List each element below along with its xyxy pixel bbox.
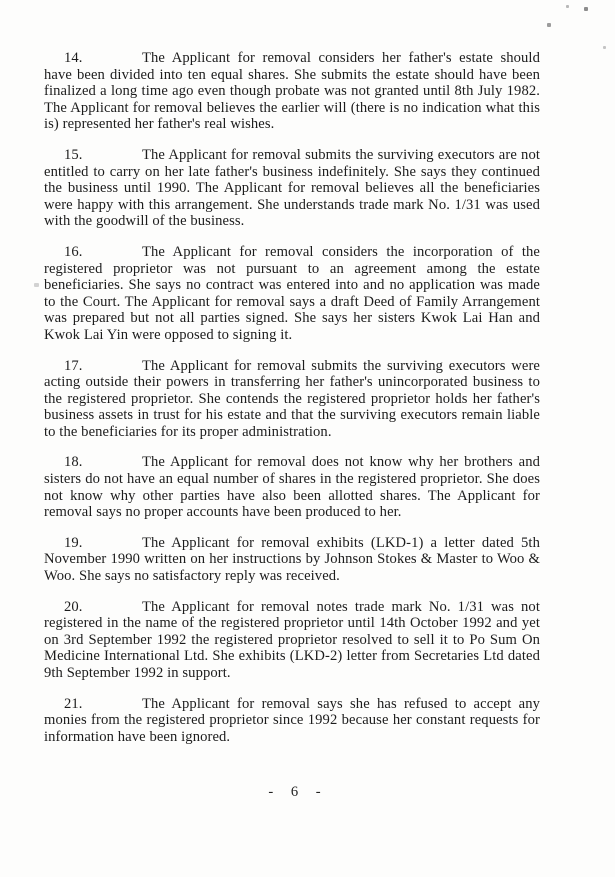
- paragraph-text: The Applicant for removal exhibits (LKD-1) a letter dated 5th November 1990 written on her instructions by Johnson Stokes & Master to Woo & Woo. She says no satisfactory reply was received.: [44, 534, 540, 585]
- paragraph-text: The Applicant for removal notes trade mark No. 1/31 was not registered in the name of the registered proprietor until 14th October 1992 and yet on 3rd September 1992 the registered proprietor resolved to sell it to Po Sum On Medicine International Ltd. She exhibits (LKD-2) letter from Secretaries Ltd dated 9th September 1992 in support.: [44, 598, 540, 681]
- scan-artifact: [547, 23, 551, 27]
- document-body: [44, 50, 540, 759]
- paragraph-number: 14.: [64, 50, 83, 66]
- paragraph-text: The Applicant for removal submits the surviving executors are not entitled to carry on her late father's business indefinitely. She says they continued the business until 1990. The Applicant for removal believes all the beneficiaries were happy with this arrangement. She understands trade mark No. 1/31 was used with the goodwill of the business.: [44, 146, 540, 230]
- paragraph-text: The Applicant for removal submits the surviving executors were acting outside their powers in transferring her father's unincorporated business to the registered proprietor. She contends the registered proprietor holds her father's business assets in trust for his estate and that the surviving executors remain liable to the beneficiaries for its proper administration.: [44, 357, 540, 440]
- paragraph-number: 21.: [64, 695, 83, 712]
- paragraph-number: 17.: [64, 357, 83, 374]
- scan-artifact: [34, 283, 39, 287]
- paragraph-number: 19.: [64, 534, 83, 551]
- paragraph-text: The Applicant for removal considers the incorporation of the registered proprietor was not pursuant to an agreement among the estate beneficiaries. She says no contract was entered into and no application was made to the Court. The Applicant for removal says a draft Deed of Family Arrangement was prepared but not all parties signed. She says her sisters Kwok Lai Han and Kwok Lai Yin were opposed to signing it.: [44, 243, 540, 343]
- paragraph-text: The Applicant for removal does not know why her brothers and sisters do not have an equal number of shares in the registered proprietor. She does not know why other parties have also been allotted shares. The Applicant for removal says no proper accounts have been produced to her.: [44, 454, 540, 521]
- paragraph-number: 15.: [64, 146, 83, 163]
- paragraph-18: [44, 454, 540, 520]
- paragraph-20: [44, 599, 540, 682]
- scan-artifact: [584, 7, 588, 11]
- paragraph-16: [44, 244, 540, 344]
- page-number: - 6 -: [268, 784, 323, 800]
- paragraph-text: The Applicant for removal considers her father's estate should have been divided into ten equal shares. She submits the estate should have been finalized a long time ago even though probate was not granted until 8th July 1982. The Applicant for removal believes the earlier will (there is no indication what this is) represented her father's real wishes.: [44, 50, 540, 133]
- paragraph-19: [44, 535, 540, 585]
- paragraph-14: [44, 50, 540, 133]
- paragraph-number: 20.: [64, 598, 83, 615]
- paragraph-17: [44, 358, 540, 441]
- paragraph-number: 18.: [64, 454, 83, 471]
- paragraph-text: The Applicant for removal says she has refused to accept any monies from the registered proprietor since 1992 because her constant requests for information have been ignored.: [44, 695, 540, 745]
- scan-artifact: [566, 5, 569, 8]
- paragraph-number: 16.: [64, 243, 83, 260]
- paragraph-15: [44, 147, 540, 230]
- paragraph-21: [44, 696, 540, 746]
- scan-artifact: [603, 46, 606, 49]
